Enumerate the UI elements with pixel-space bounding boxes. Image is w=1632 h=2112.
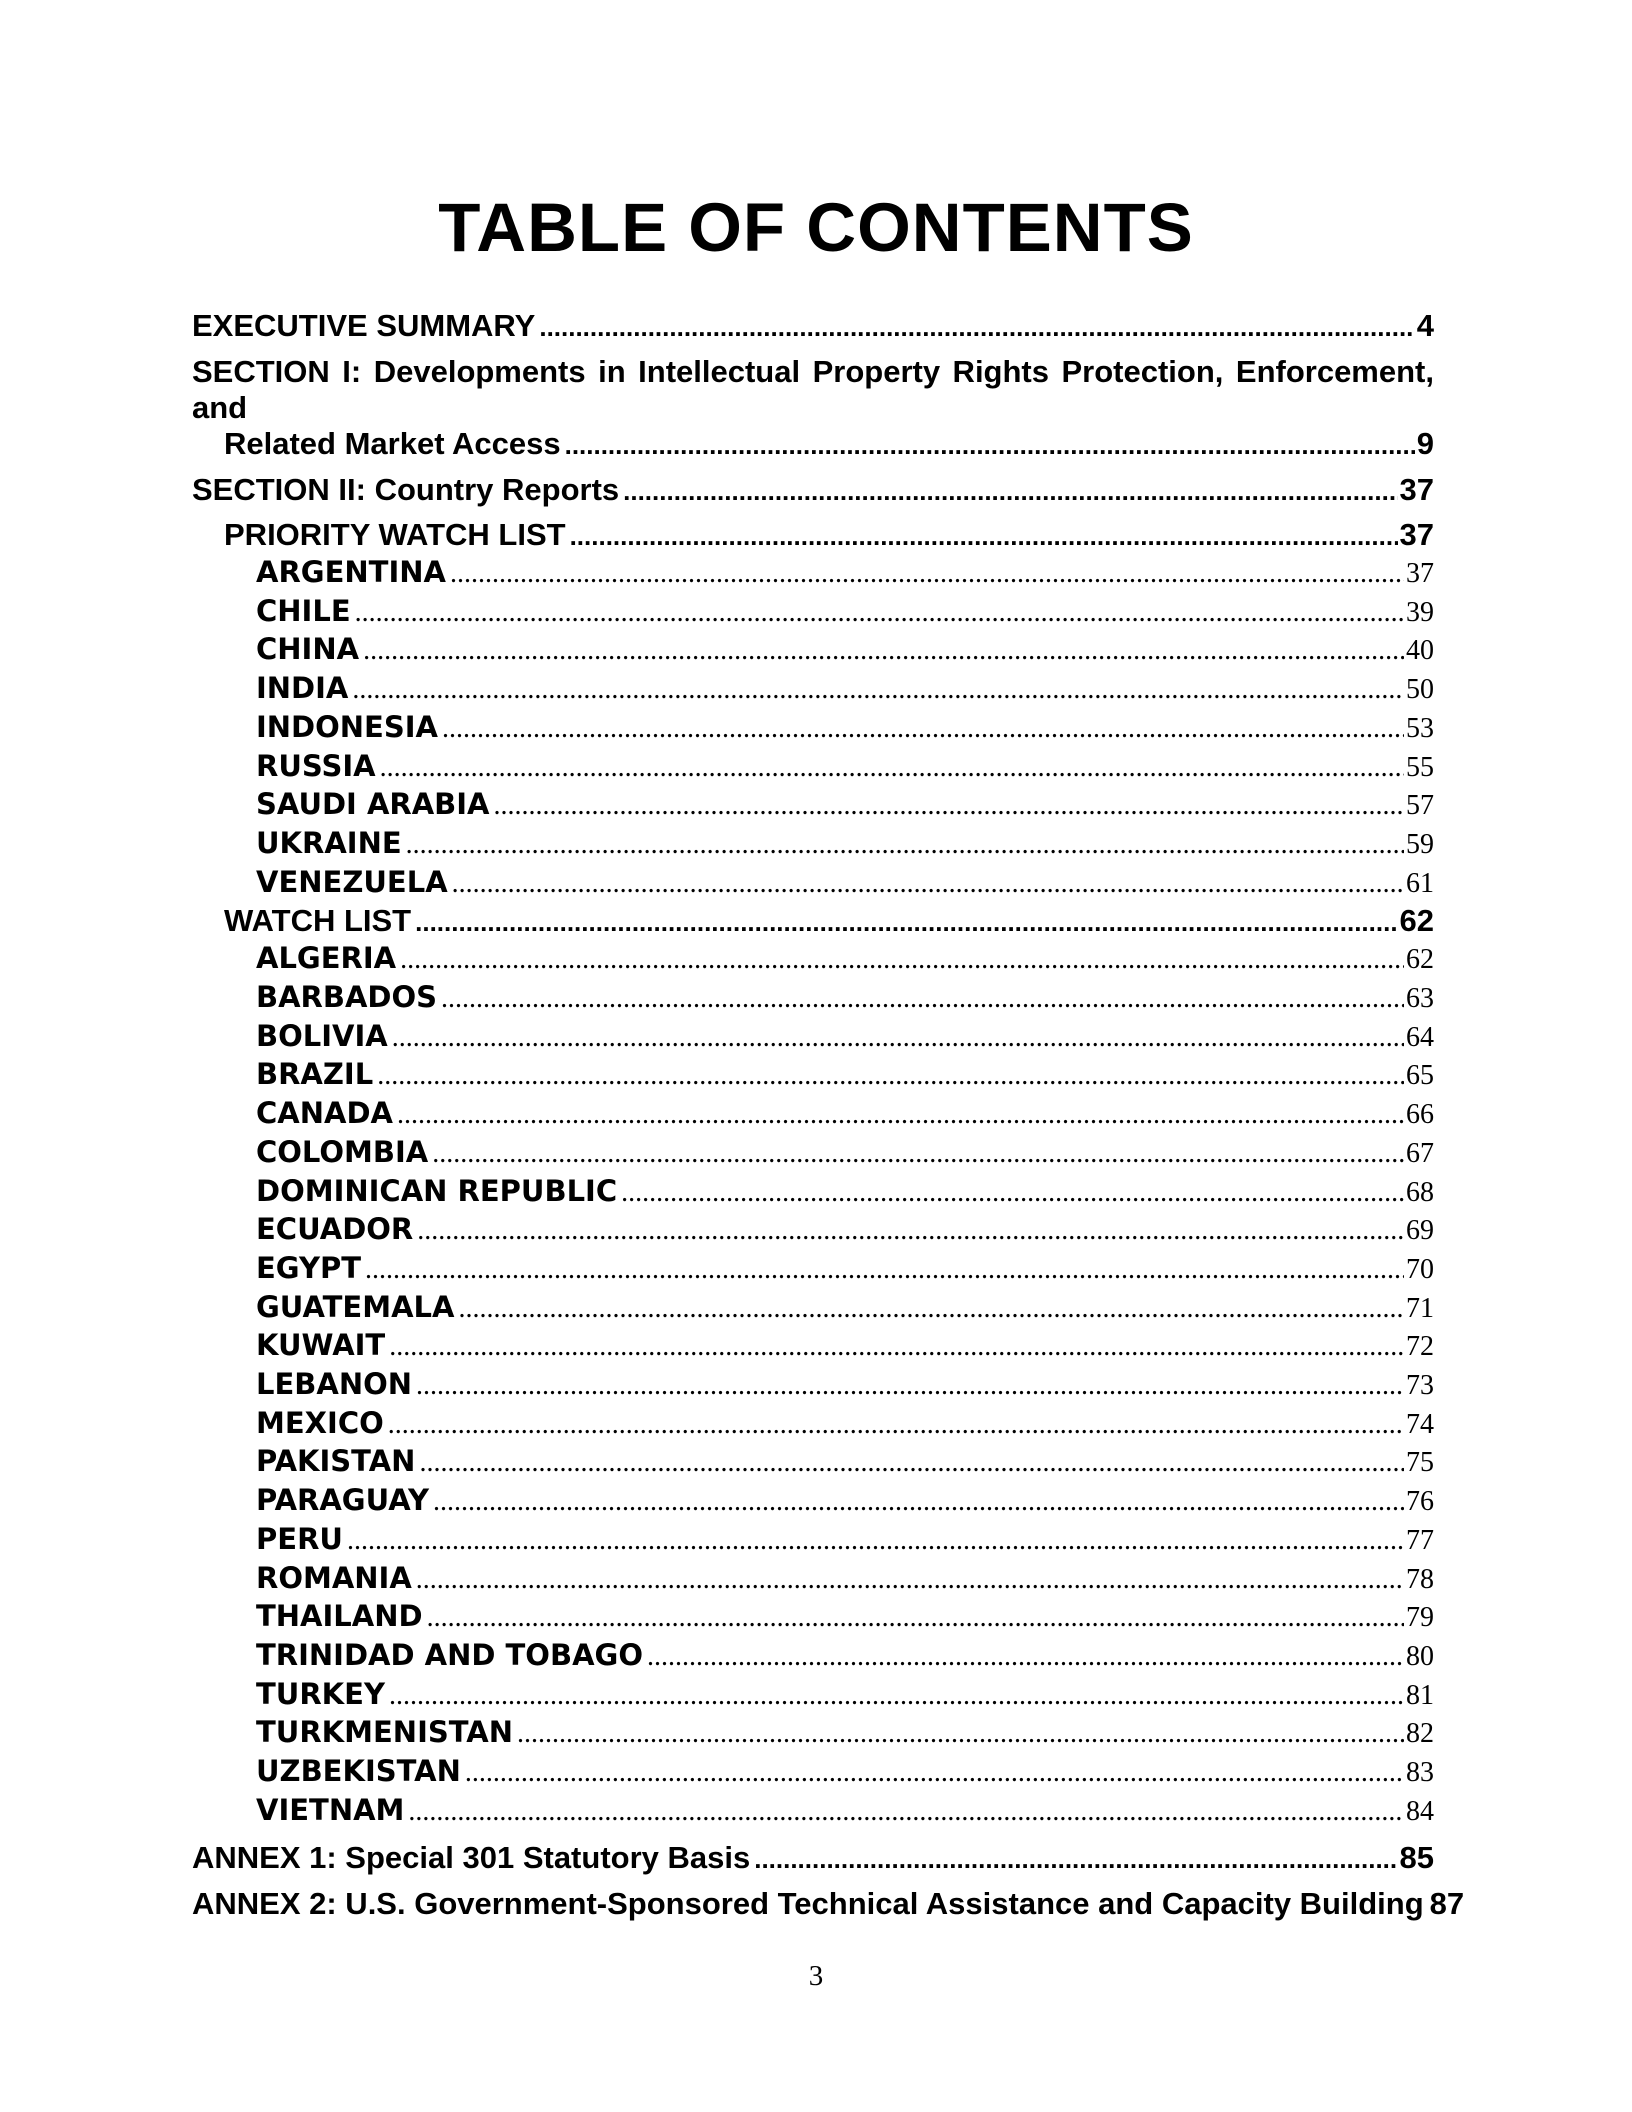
toc-entry-label: ANNEX 2: U.S. Government-Sponsored Technical Assistance and Capacity Building xyxy=(192,1885,1424,1921)
toc-entry-label: PRIORITY WATCH LIST xyxy=(224,517,566,552)
dot-leader xyxy=(647,1639,1404,1676)
toc-page-number: 61 xyxy=(1406,867,1434,899)
toc-page-number: 37 xyxy=(1406,558,1434,589)
toc-page-number: 67 xyxy=(1406,1137,1434,1169)
toc-entry-country[interactable] xyxy=(192,593,1434,632)
toc-page-number: 59 xyxy=(1406,828,1434,860)
dot-leader xyxy=(433,1484,1404,1521)
toc-entry-label: SECTION II: Country Reports xyxy=(192,472,620,507)
toc-entry-country[interactable] xyxy=(192,1443,1434,1482)
toc-page-number: 62 xyxy=(1406,944,1434,976)
country-name: PARAGUAY xyxy=(256,1483,429,1518)
table-of-contents xyxy=(192,308,1465,1923)
dot-leader xyxy=(400,942,1404,979)
toc-page-number: 73 xyxy=(1406,1370,1434,1402)
dot-leader xyxy=(621,1175,1404,1212)
toc-page-number: 66 xyxy=(1406,1099,1434,1131)
dot-leader xyxy=(388,1407,1404,1444)
toc-entry-country[interactable] xyxy=(192,1792,1434,1831)
toc-page-number: 84 xyxy=(1406,1795,1434,1827)
dot-leader xyxy=(565,427,1415,463)
toc-page-number: 55 xyxy=(1406,751,1434,783)
toc-entry-country[interactable] xyxy=(192,1521,1434,1560)
toc-entry-country[interactable] xyxy=(192,1289,1434,1328)
toc-entry-section-2[interactable] xyxy=(192,472,1434,509)
dot-leader xyxy=(539,309,1414,345)
toc-page-number: 70 xyxy=(1406,1253,1434,1285)
toc-entry-country[interactable] xyxy=(192,1134,1434,1173)
dot-leader xyxy=(406,827,1404,864)
dot-leader xyxy=(427,1600,1404,1637)
toc-entry-watch-list[interactable] xyxy=(192,903,1434,940)
country-name: BOLIVIA xyxy=(256,1018,388,1053)
toc-entry-label: WATCH LIST xyxy=(224,903,412,939)
country-name: RUSSIA xyxy=(256,748,376,783)
toc-page-number: 71 xyxy=(1406,1292,1434,1324)
dot-leader xyxy=(389,1329,1404,1366)
toc-entry-label: Related Market Access xyxy=(224,426,561,461)
dot-leader xyxy=(452,866,1404,903)
toc-entry-country[interactable] xyxy=(192,864,1434,903)
toc-page-number: 39 xyxy=(1406,596,1434,628)
dot-leader xyxy=(754,1841,1397,1877)
dot-leader xyxy=(377,1058,1404,1095)
dot-leader xyxy=(355,595,1404,632)
dot-leader xyxy=(363,633,1404,670)
toc-entry-country[interactable] xyxy=(192,1366,1434,1405)
country-name: TURKMENISTAN xyxy=(256,1715,513,1750)
dot-leader xyxy=(441,981,1404,1018)
toc-page-number: 53 xyxy=(1406,712,1434,744)
toc-entry-country[interactable] xyxy=(192,1095,1434,1134)
toc-entry-continuation xyxy=(192,426,1434,463)
dot-leader xyxy=(397,1097,1404,1134)
toc-page-number: 82 xyxy=(1406,1718,1434,1750)
country-name: PAKISTAN xyxy=(256,1444,416,1479)
dot-leader xyxy=(389,1678,1404,1715)
country-name: GUATEMALA xyxy=(256,1289,455,1324)
toc-entry-country[interactable] xyxy=(192,1018,1434,1057)
dot-leader xyxy=(419,1445,1404,1482)
dot-leader xyxy=(432,1136,1404,1173)
toc-entry-country[interactable] xyxy=(192,1327,1434,1366)
country-name: TURKEY xyxy=(256,1676,385,1711)
country-name: ALGERIA xyxy=(256,941,397,976)
dot-leader xyxy=(380,750,1404,787)
country-name: EGYPT xyxy=(256,1250,362,1285)
country-name: INDONESIA xyxy=(256,709,438,744)
toc-entry-country[interactable] xyxy=(192,979,1434,1018)
toc-page-number: 69 xyxy=(1406,1215,1434,1247)
toc-page-number: 50 xyxy=(1406,674,1434,706)
country-name: TRINIDAD AND TOBAGO xyxy=(256,1637,643,1672)
country-name: SAUDI ARABIA xyxy=(256,787,490,822)
toc-page-number: 63 xyxy=(1406,983,1434,1015)
dot-leader xyxy=(458,1291,1404,1328)
toc-page-number: 76 xyxy=(1406,1486,1434,1518)
country-name: ECUADOR xyxy=(256,1212,414,1247)
dot-leader xyxy=(494,788,1404,825)
toc-entry-country[interactable] xyxy=(192,1056,1434,1095)
toc-page-number: 4 xyxy=(1416,308,1434,343)
toc-page-number: 75 xyxy=(1406,1447,1434,1479)
toc-page-number: 72 xyxy=(1406,1331,1434,1363)
toc-entry-country[interactable] xyxy=(192,786,1434,825)
dot-leader xyxy=(517,1716,1404,1753)
country-name: BARBADOS xyxy=(256,980,438,1015)
toc-page-number: 78 xyxy=(1406,1563,1434,1595)
toc-page-number: 79 xyxy=(1406,1602,1434,1634)
country-name: PERU xyxy=(256,1521,343,1556)
country-name: LEBANON xyxy=(256,1367,413,1402)
country-name: ROMANIA xyxy=(256,1560,412,1595)
toc-entry-country[interactable] xyxy=(192,825,1434,864)
dot-leader xyxy=(416,1368,1404,1405)
toc-entry-annex-1[interactable] xyxy=(192,1840,1434,1877)
toc-page-number: 37 xyxy=(1399,472,1434,507)
toc-page-number: 64 xyxy=(1406,1021,1434,1053)
toc-page-number: 9 xyxy=(1416,426,1434,461)
toc-entry-country[interactable] xyxy=(192,709,1434,748)
toc-page-number: 85 xyxy=(1399,1839,1434,1875)
toc-entry-country[interactable] xyxy=(192,670,1434,709)
toc-page-number: 57 xyxy=(1406,790,1434,822)
country-name: THAILAND xyxy=(256,1599,423,1634)
country-name: VENEZUELA xyxy=(256,864,448,899)
toc-page-number: 40 xyxy=(1406,635,1434,667)
country-name: MEXICO xyxy=(256,1405,384,1440)
toc-entry-country[interactable] xyxy=(192,1405,1434,1444)
toc-entry-country[interactable] xyxy=(192,1482,1434,1521)
toc-entry-country[interactable] xyxy=(192,1211,1434,1250)
toc-page-number: 62 xyxy=(1399,903,1434,939)
toc-entry-section-1[interactable] xyxy=(192,354,1434,463)
toc-entry-country[interactable] xyxy=(192,631,1434,670)
priority-watch-list-countries xyxy=(192,554,1434,902)
toc-entry-label: EXECUTIVE SUMMARY xyxy=(192,308,536,343)
country-name: INDIA xyxy=(256,671,349,706)
toc-page-number: 68 xyxy=(1406,1176,1434,1208)
toc-page-number: 80 xyxy=(1406,1640,1434,1672)
toc-entry-executive-summary[interactable] xyxy=(192,308,1434,345)
toc-entry-country[interactable] xyxy=(192,1560,1434,1599)
country-name: CHILE xyxy=(256,593,351,628)
country-name: CANADA xyxy=(256,1096,393,1131)
toc-page-number: 87 xyxy=(1429,1885,1465,1921)
dot-leader xyxy=(623,473,1397,509)
dot-leader xyxy=(450,556,1404,593)
dot-leader xyxy=(408,1794,1404,1831)
country-name: COLOMBIA xyxy=(256,1134,429,1169)
dot-leader xyxy=(442,711,1404,748)
country-name: DOMINICAN REPUBLIC xyxy=(256,1173,618,1208)
dot-leader xyxy=(365,1252,1404,1289)
toc-entry-country[interactable] xyxy=(192,1598,1434,1637)
toc-entry-label: ANNEX 1: Special 301 Statutory Basis xyxy=(192,1839,751,1875)
toc-entry-priority-watch-list[interactable] xyxy=(192,517,1434,554)
watch-list-countries xyxy=(192,940,1434,1830)
toc-entry-country[interactable] xyxy=(192,1714,1434,1753)
country-name: BRAZIL xyxy=(256,1057,374,1092)
toc-entry-country[interactable] xyxy=(192,748,1434,787)
country-name: ARGENTINA xyxy=(256,555,446,589)
dot-leader xyxy=(392,1020,1404,1057)
dot-leader xyxy=(416,1562,1404,1599)
dot-leader xyxy=(417,1213,1404,1250)
dot-leader xyxy=(570,518,1398,554)
toc-page-number: 83 xyxy=(1406,1757,1434,1789)
page-title: TABLE OF CONTENTS xyxy=(438,189,1194,266)
dot-leader xyxy=(347,1523,1404,1560)
toc-entry-label: SECTION I: Developments in Intellectual Property Rights Protection, Enforcement, and xyxy=(192,354,1434,425)
toc-page-number: 65 xyxy=(1406,1060,1434,1092)
dot-leader xyxy=(465,1755,1404,1792)
toc-entry-annex-2[interactable] xyxy=(192,1885,1465,1923)
dot-leader xyxy=(415,904,1397,940)
toc-entry-country[interactable] xyxy=(192,940,1434,979)
toc-page-number: 77 xyxy=(1406,1524,1434,1556)
toc-entry-country[interactable] xyxy=(192,1676,1434,1715)
toc-entry-country[interactable] xyxy=(192,1637,1434,1676)
toc-page-number: 37 xyxy=(1399,517,1434,552)
country-name: KUWAIT xyxy=(256,1328,386,1363)
country-name: UKRAINE xyxy=(256,825,402,860)
country-name: VIETNAM xyxy=(256,1792,405,1827)
toc-page-number: 74 xyxy=(1406,1408,1434,1440)
toc-entry-country[interactable] xyxy=(192,554,1434,593)
toc-page-number: 81 xyxy=(1406,1679,1434,1711)
country-name: UZBEKISTAN xyxy=(256,1754,461,1789)
country-name: CHINA xyxy=(256,632,360,667)
dot-leader xyxy=(352,672,1404,709)
toc-entry-country[interactable] xyxy=(192,1753,1434,1792)
toc-entry-country[interactable] xyxy=(192,1173,1434,1212)
page-number: 3 xyxy=(808,1960,824,1992)
toc-entry-country[interactable] xyxy=(192,1250,1434,1289)
